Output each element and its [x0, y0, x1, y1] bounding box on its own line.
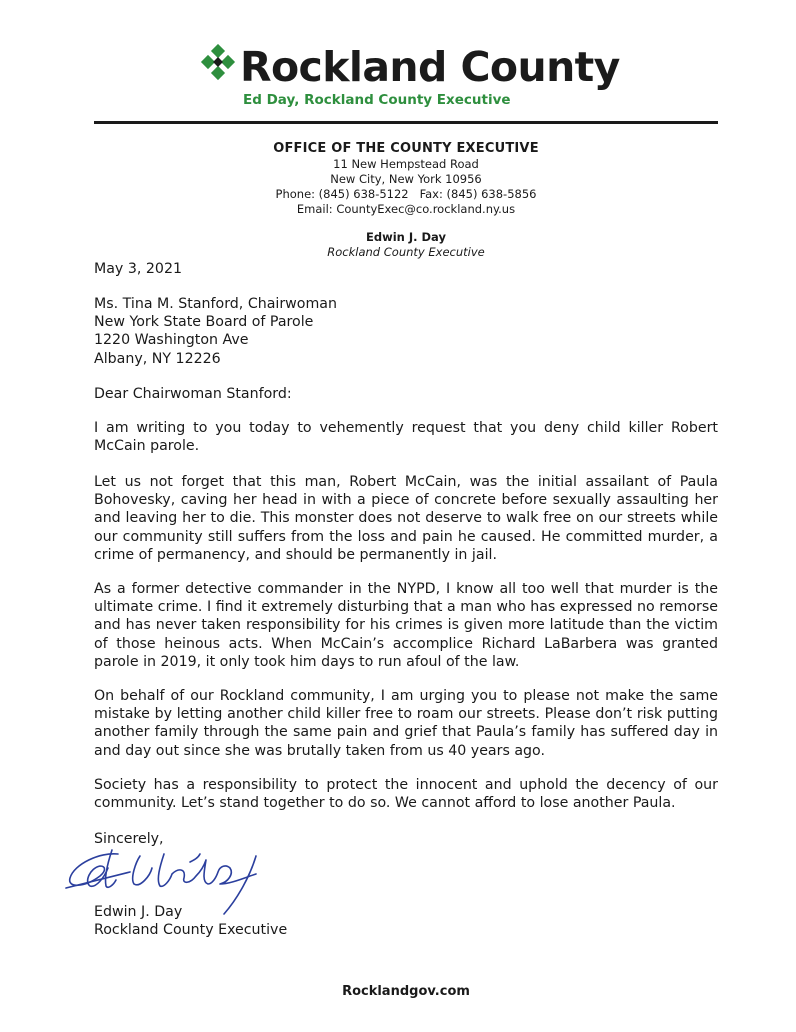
letter-date: May 3, 2021 — [94, 261, 182, 277]
office-email: Email: CountyExec@co.rockland.ny.us — [296, 202, 516, 216]
recipient-address — [94, 295, 718, 368]
body-paragraph-5: Society has a responsibility to protect the innocent and uphold the decency of our community. Let’s stand together to do so. We cannot afford to lose another Paula. — [94, 777, 718, 812]
executive-block — [94, 230, 718, 260]
recipient-line: New York State Board of Parole — [94, 314, 314, 331]
recipient-line: Albany, NY 12226 — [94, 350, 221, 367]
office-address-line2: New City, New York 10956 — [330, 172, 482, 186]
header-rule — [94, 121, 718, 124]
body-paragraph-3: As a former detective commander in the NYPD, I know all too well that murder is the ultimate crime. I find it extremely disturbing that a man who has expressed no remorse and has never taken responsibility for his crimes is given more latitude than the victim of those heinous acts. When McCain’s accomplice Richard LaBarbera was granted parole in 2019, it only took him days to run afoul of the law. — [94, 581, 718, 670]
footer-website: Rocklandgov.com — [342, 984, 470, 999]
closing: Sincerely, — [94, 831, 164, 847]
recipient-line: Ms. Tina M. Stanford, Chairwoman — [94, 296, 337, 312]
recipient-line: 1220 Washington Ave — [94, 332, 249, 349]
office-title: OFFICE OF THE COUNTY EXECUTIVE — [273, 141, 539, 156]
executive-name: Edwin J. Day — [366, 230, 446, 244]
office-block — [94, 141, 718, 217]
letterhead — [0, 0, 796, 130]
logo-subtitle: Ed Day, Rockland County Executive — [243, 92, 511, 108]
body-paragraph-4: On behalf of our Rockland community, I am urging you to please not make the same mistake by letting another child killer free to roam our streets. Please don’t risk putting another family through the same pain and grief that Paula’s family has suffered day in and day out since she was brutally taken from us 40 years ago. — [94, 688, 718, 759]
body-paragraph-2: Let us not forget that this man, Robert McCain, was the initial assailant of Paula Bohovesky, caving her head in with a piece of concrete before sexually assaulting her and leaving her to die. This monster does not deserve to walk free on our streets while our community still suffers from the loss and pain he caused. He committed murder, a crime of permanency, and should be permanently in jail. — [94, 474, 718, 563]
signer-name: Edwin J. Day — [94, 904, 183, 920]
county-logo-diamonds-icon — [198, 44, 238, 84]
executive-title: Rockland County Executive — [327, 245, 485, 259]
signer-title: Rockland County Executive — [94, 922, 288, 938]
salutation: Dear Chairwoman Stanford: — [94, 386, 292, 402]
logo-title: Rockland County — [240, 43, 620, 91]
office-phone-fax: Phone: (845) 638-5122 Fax: (845) 638-5856 — [275, 187, 537, 201]
office-address-line1: 11 New Hempstead Road — [333, 157, 479, 171]
body-paragraph-1: I am writing to you today to vehemently request that you deny child killer Robert McCain parole. — [94, 420, 718, 455]
